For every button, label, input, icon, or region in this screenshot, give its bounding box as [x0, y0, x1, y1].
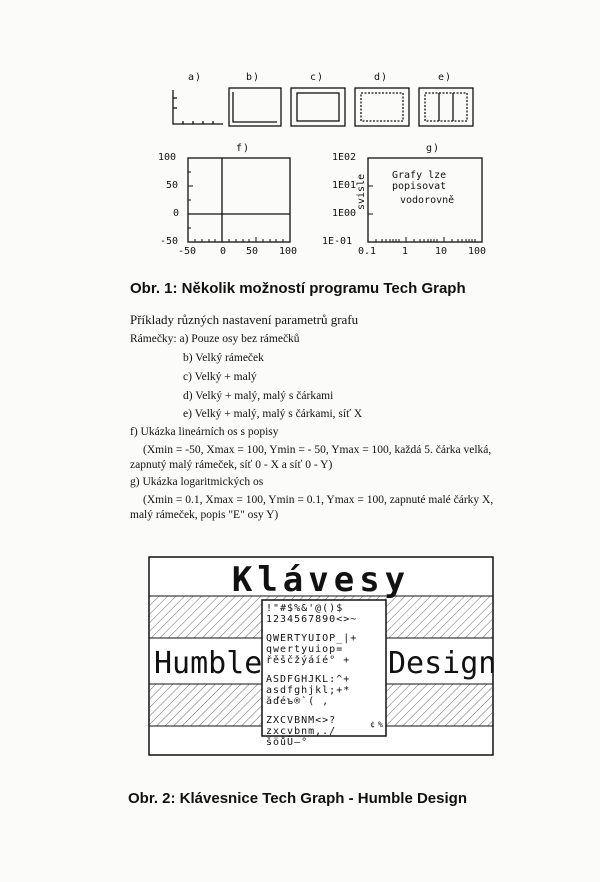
frames-line [130, 331, 300, 348]
panel-c-label: c) [310, 72, 325, 83]
g-text-popisovat: popisovat [392, 181, 447, 192]
frames-label: Rámečky: [130, 333, 177, 345]
item-g-detail-1: (Xmin = 0.1, Xmax = 100, Ymin = 0.1, Ymax = 100, zapnuté malé čárky X, [143, 494, 494, 506]
item-g-detail-2: malý rámeček, popis "E" osy Y) [130, 509, 279, 521]
panel-b [229, 88, 281, 126]
panel-c [291, 88, 345, 126]
key-row-10[interactable]: zxcvbnm,./ [266, 726, 337, 737]
figure-2-caption: Obr. 2: Klávesnice Tech Graph - Humble Design [128, 790, 467, 807]
key-row-9[interactable]: ZXCVBNM<>? [266, 715, 337, 726]
f-x-tick-100: 100 [279, 246, 298, 257]
item-e: e) Velký + malý, malý s čárkami, síť X [183, 408, 363, 420]
item-f: f) Ukázka lineárních os s popisy [130, 426, 279, 438]
panel-g-label: g) [426, 143, 441, 154]
item-c: c) Velký + malý [183, 371, 257, 383]
g-y-tick-1e00: 1E00 [332, 208, 357, 219]
g-text-vodorovne: vodorovně [400, 195, 455, 206]
panel-d [355, 88, 409, 126]
g-x-tick-100: 100 [468, 246, 487, 257]
item-f-detail-1: (Xmin = -50, Xmax = 100, Ymin = - 50, Ymax = 100, každá 5. čárka velká, [143, 444, 492, 456]
item-a: a) Pouze osy bez rámečků [179, 333, 300, 345]
g-text-grafy-lze: Grafy lze [392, 170, 447, 181]
key-row-1[interactable]: !"#$%&'@()$ [266, 603, 344, 614]
key-row-5[interactable]: řěščžýáíé° + [266, 655, 351, 666]
f-y-tick-50: 50 [166, 180, 179, 191]
g-y-tick-1e02: 1E02 [332, 152, 357, 163]
f-x-tick-50: 50 [246, 246, 259, 257]
panel-a-label: a) [188, 72, 203, 83]
panel-f-label: f) [236, 143, 251, 154]
key-row-11[interactable]: šöůÜ—° [266, 737, 309, 748]
key-grid [266, 603, 384, 748]
panel-b-label: b) [246, 72, 261, 83]
panel-e [419, 88, 473, 126]
item-g: g) Ukázka logaritmických os [130, 476, 264, 488]
key-row-3[interactable]: QWERTYUIOP_|+ [266, 633, 358, 644]
figure-2 [148, 556, 497, 756]
design-word: Design [388, 646, 497, 681]
humble-word: Humble [154, 646, 263, 681]
g-x-tick-1: 1 [402, 246, 409, 257]
f-y-tick-0: 0 [173, 208, 180, 219]
g-x-tick-10: 10 [435, 246, 448, 257]
f-x-tick-0: 0 [220, 246, 227, 257]
item-f-detail-2: zapnutý malý rámeček, síť 0 - X a síť 0 - Y) [130, 459, 333, 471]
key-row-6[interactable]: ASDFGHJKL:^+ [266, 674, 351, 685]
panel-a [173, 90, 223, 124]
g-y-tick-1e01: 1E01 [332, 180, 357, 191]
key-row-4[interactable]: qwertyuiop= [266, 644, 344, 655]
item-d: d) Velký + malý, malý s čárkami [183, 390, 334, 402]
key-row-2[interactable]: 1234567890<>~ [266, 614, 358, 625]
item-b: b) Velký rámeček [183, 352, 264, 364]
corner-mark-2: % [378, 720, 384, 729]
frame-variants [165, 84, 485, 132]
g-y-tick-1e-01: 1E-01 [322, 236, 353, 247]
f-x-tick-minus50: -50 [178, 246, 197, 257]
corner-mark-1: ¢ [370, 720, 376, 729]
keyboard-title: Klávesy [231, 560, 411, 600]
g-x-tick-0-1: 0.1 [358, 246, 377, 257]
key-row-7[interactable]: asdfghjkl;+* [266, 685, 351, 696]
panel-f-plot [186, 156, 294, 246]
g-text-svisle: svisle [356, 173, 367, 210]
panel-e-label: e) [438, 72, 453, 83]
f-y-tick-100: 100 [158, 152, 177, 163]
key-row-8[interactable]: ăďéъ®`( , [266, 696, 330, 707]
f-y-tick-minus50: -50 [160, 236, 179, 247]
description-heading: Příklady různých nastavení parametrů grafu [130, 312, 359, 327]
panel-d-label: d) [374, 72, 389, 83]
figure-1-caption: Obr. 1: Několik možností programu Tech Graph [130, 280, 466, 297]
